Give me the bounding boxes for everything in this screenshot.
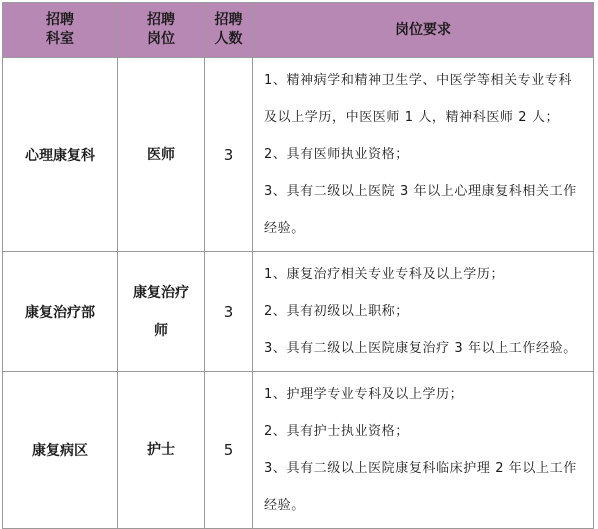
- requirement-line: 及以上学历，中医医师 1 人，精神科医师 2 人；: [264, 110, 560, 125]
- cell-position: [118, 252, 205, 372]
- header-position-line-2: 岗位: [147, 31, 175, 47]
- header-department-line-2: 科室: [46, 31, 74, 47]
- requirement-line: 经验。: [264, 498, 305, 513]
- requirement-line: 1、护理学专业专科及以上学历；: [264, 387, 464, 402]
- header-count: [205, 3, 253, 58]
- requirement-line: 3、具有二级以上医院康复科临床护理 2 年以上工作: [264, 461, 577, 476]
- requirement-line: 3、具有二级以上医院康复治疗 3 年以上工作经验。: [264, 341, 577, 356]
- header-position: [118, 3, 205, 58]
- header-department-line-1: 招聘: [46, 12, 74, 28]
- header-count-line-1: 招聘: [214, 12, 243, 28]
- table-row: [3, 372, 594, 529]
- cell-position-text: 医师: [147, 146, 175, 163]
- cell-position: [118, 372, 205, 529]
- requirement-line: 1、精神病学和精神卫生学、中医学等相关专业专科: [264, 73, 573, 88]
- requirement-line: 2、具有初级以上职称；: [264, 304, 409, 319]
- table-header-row: [3, 3, 594, 58]
- cell-position-line-2: 师: [154, 322, 168, 339]
- header-position-line-1: 招聘: [147, 12, 175, 28]
- header-count-line-2: 人数: [214, 31, 243, 47]
- cell-position-text: [133, 274, 189, 350]
- cell-position: [118, 58, 205, 252]
- cell-requirements: [253, 252, 594, 372]
- recruitment-table: [2, 2, 594, 529]
- requirement-line: 1、康复治疗相关专业专科及以上学历；: [264, 267, 505, 282]
- cell-department: 心理康复科: [3, 58, 118, 252]
- recruitment-table-container: [2, 2, 594, 529]
- header-requirements: 岗位要求: [253, 3, 594, 58]
- cell-requirements: [253, 372, 594, 529]
- requirement-line: 3、具有二级以上医院 3 年以上心理康复科相关工作: [264, 184, 577, 199]
- requirement-line: 2、具有护士执业资格；: [264, 424, 409, 439]
- header-department: [3, 3, 118, 58]
- table-row: [3, 252, 594, 372]
- table-row: [3, 58, 594, 252]
- requirement-line: 2、具有医师执业资格；: [264, 147, 409, 162]
- cell-department: 康复治疗部: [3, 252, 118, 372]
- cell-count: 3: [205, 58, 253, 252]
- cell-requirements: [253, 58, 594, 252]
- cell-count: 5: [205, 372, 253, 529]
- cell-count: 3: [205, 252, 253, 372]
- cell-position-text: 护士: [147, 442, 175, 458]
- cell-position-line-1: 康复治疗: [133, 284, 189, 301]
- requirement-line: 经验。: [264, 221, 305, 236]
- cell-department: 康复病区: [3, 372, 118, 529]
